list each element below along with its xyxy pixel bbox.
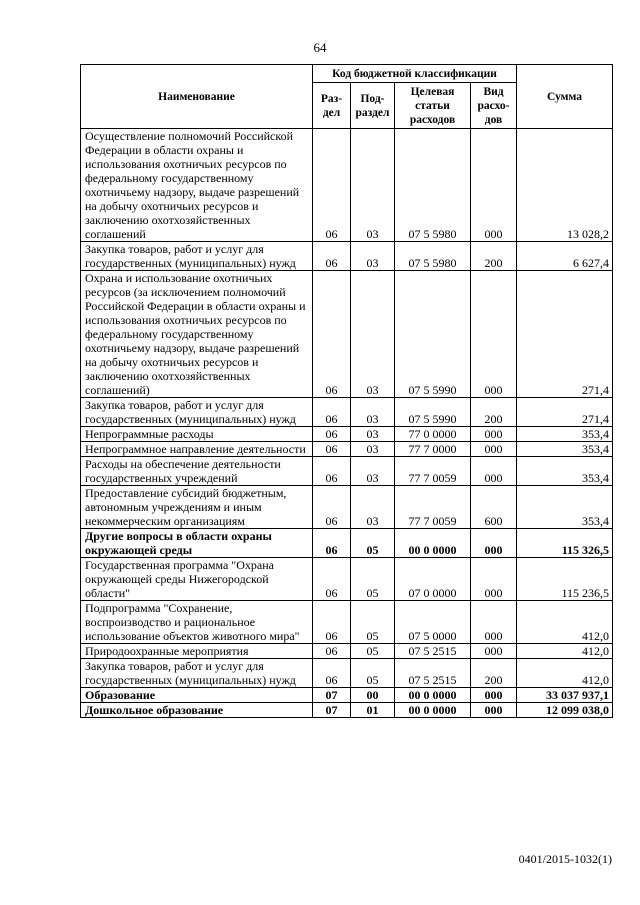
header-vid: Вид расхо- дов — [471, 83, 517, 129]
row-podrazdel: 05 — [351, 558, 395, 601]
row-target: 00 0 0000 — [395, 688, 471, 703]
row-sum: 115 236,5 — [517, 558, 613, 601]
row-razdel: 06 — [313, 242, 351, 271]
table-body — [81, 129, 613, 718]
table-row — [81, 601, 613, 644]
row-podrazdel: 05 — [351, 601, 395, 644]
row-name: Дошкольное образование — [81, 703, 313, 718]
header-razdel: Раз- дел — [313, 83, 351, 129]
row-podrazdel: 05 — [351, 659, 395, 688]
row-podrazdel: 03 — [351, 398, 395, 427]
row-podrazdel: 03 — [351, 271, 395, 398]
table-row — [81, 242, 613, 271]
row-sum: 353,4 — [517, 442, 613, 457]
row-podrazdel: 03 — [351, 442, 395, 457]
row-podrazdel: 03 — [351, 486, 395, 529]
table-row — [81, 398, 613, 427]
row-target: 07 5 2515 — [395, 659, 471, 688]
row-target: 07 5 5990 — [395, 398, 471, 427]
page-number: 64 — [313, 40, 327, 55]
row-vid: 600 — [471, 486, 517, 529]
row-razdel: 06 — [313, 271, 351, 398]
row-sum: 412,0 — [517, 601, 613, 644]
row-podrazdel: 00 — [351, 688, 395, 703]
table-row — [81, 457, 613, 486]
row-vid: 000 — [471, 558, 517, 601]
row-razdel: 06 — [313, 486, 351, 529]
row-vid: 200 — [471, 242, 517, 271]
row-sum: 33 037 937,1 — [517, 688, 613, 703]
row-sum: 6 627,4 — [517, 242, 613, 271]
row-vid: 000 — [471, 271, 517, 398]
document-code: 0401/2015-1032(1) — [518, 852, 612, 866]
table-row — [81, 703, 613, 718]
header-podrazdel: Под- раздел — [351, 83, 395, 129]
row-target: 07 5 5980 — [395, 129, 471, 242]
row-sum: 271,4 — [517, 271, 613, 398]
row-vid: 000 — [471, 129, 517, 242]
row-sum: 412,0 — [517, 659, 613, 688]
table-row — [81, 688, 613, 703]
row-target: 07 0 0000 — [395, 558, 471, 601]
row-target: 77 7 0059 — [395, 486, 471, 529]
row-target: 00 0 0000 — [395, 529, 471, 558]
row-vid: 200 — [471, 659, 517, 688]
row-razdel: 06 — [313, 529, 351, 558]
row-target: 07 5 5980 — [395, 242, 471, 271]
table-row — [81, 529, 613, 558]
row-razdel: 06 — [313, 601, 351, 644]
row-razdel: 06 — [313, 558, 351, 601]
row-vid: 200 — [471, 398, 517, 427]
row-name: Непрограммные расходы — [81, 427, 313, 442]
header-sum: Сумма — [517, 65, 613, 129]
row-target: 07 5 2515 — [395, 644, 471, 659]
row-podrazdel: 05 — [351, 644, 395, 659]
row-name: Подпрограмма "Сохранение, воспроизводство и рациональное использование объектов животного мира" — [81, 601, 313, 644]
row-sum: 12 099 038,0 — [517, 703, 613, 718]
row-target: 77 0 0000 — [395, 427, 471, 442]
table-row — [81, 644, 613, 659]
row-razdel: 07 — [313, 703, 351, 718]
row-sum: 353,4 — [517, 427, 613, 442]
row-target: 07 5 5990 — [395, 271, 471, 398]
table-row — [81, 271, 613, 398]
row-razdel: 07 — [313, 688, 351, 703]
row-target: 07 5 0000 — [395, 601, 471, 644]
table-row — [81, 442, 613, 457]
row-vid: 000 — [471, 427, 517, 442]
row-podrazdel: 05 — [351, 529, 395, 558]
row-podrazdel: 03 — [351, 427, 395, 442]
row-name: Природоохранные мероприятия — [81, 644, 313, 659]
row-sum: 115 326,5 — [517, 529, 613, 558]
row-vid: 000 — [471, 601, 517, 644]
row-name: Расходы на обеспечение деятельности государственных учреждений — [81, 457, 313, 486]
header-target: Целевая статьи расходов — [395, 83, 471, 129]
row-target: 77 7 0059 — [395, 457, 471, 486]
row-podrazdel: 03 — [351, 242, 395, 271]
header-name: Наименование — [81, 65, 313, 129]
row-name: Закупка товаров, работ и услуг для государственных (муниципальных) нужд — [81, 398, 313, 427]
header-classification-code: Код бюджетной классификации — [313, 65, 517, 83]
row-vid: 000 — [471, 688, 517, 703]
row-name: Другие вопросы в области охраны окружающей среды — [81, 529, 313, 558]
row-razdel: 06 — [313, 457, 351, 486]
row-sum: 353,4 — [517, 457, 613, 486]
row-name: Осуществление полномочий Российской Федерации в области охраны и использования охотничьих ресурсов по федеральному государственному охотничьему надзору, выдаче разрешений на добычу охотничьих ресурсов и заключению охотхозяйственных соглашений — [81, 129, 313, 242]
row-name: Закупка товаров, работ и услуг для государственных (муниципальных) нужд — [81, 242, 313, 271]
row-sum: 271,4 — [517, 398, 613, 427]
row-target: 77 7 0000 — [395, 442, 471, 457]
row-name: Закупка товаров, работ и услуг для государственных (муниципальных) нужд — [81, 659, 313, 688]
row-name: Образование — [81, 688, 313, 703]
row-podrazdel: 03 — [351, 129, 395, 242]
table-row — [81, 129, 613, 242]
row-razdel: 06 — [313, 442, 351, 457]
row-vid: 000 — [471, 703, 517, 718]
row-name: Государственная программа "Охрана окружающей среды Нижегородской области" — [81, 558, 313, 601]
row-vid: 000 — [471, 529, 517, 558]
row-name: Непрограммное направление деятельности — [81, 442, 313, 457]
row-name: Предоставление субсидий бюджетным, автономным учреждениям и иным некоммерческим организациям — [81, 486, 313, 529]
table-row — [81, 558, 613, 601]
table-row — [81, 427, 613, 442]
row-sum: 412,0 — [517, 644, 613, 659]
row-sum: 353,4 — [517, 486, 613, 529]
row-target: 00 0 0000 — [395, 703, 471, 718]
row-sum: 13 028,2 — [517, 129, 613, 242]
row-podrazdel: 01 — [351, 703, 395, 718]
row-razdel: 06 — [313, 427, 351, 442]
row-vid: 000 — [471, 442, 517, 457]
row-razdel: 06 — [313, 129, 351, 242]
budget-table — [80, 64, 613, 718]
row-vid: 000 — [471, 457, 517, 486]
row-razdel: 06 — [313, 644, 351, 659]
table-row — [81, 659, 613, 688]
row-razdel: 06 — [313, 659, 351, 688]
row-name: Охрана и использование охотничьих ресурсов (за исключением полномочий Российской Федерации в области охраны и использования охотничьих ресурсов по федеральному государственному охотничьему надзору, выдаче разрешений на добычу охотничьих ресурсов и заключению охотхозяйственных соглашений) — [81, 271, 313, 398]
row-vid: 000 — [471, 644, 517, 659]
row-razdel: 06 — [313, 398, 351, 427]
table-row — [81, 486, 613, 529]
row-podrazdel: 03 — [351, 457, 395, 486]
